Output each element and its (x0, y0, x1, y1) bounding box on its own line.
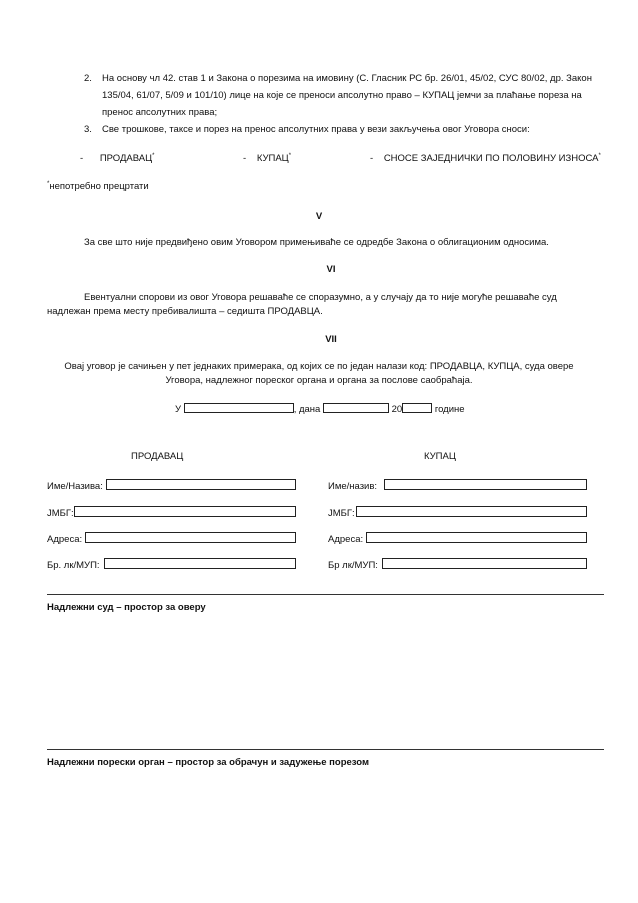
place-field[interactable] (184, 403, 294, 413)
section-7-heading: VII (325, 334, 337, 345)
date-label: , дана (293, 404, 321, 415)
option-dash: - (243, 153, 247, 165)
option-seller (80, 153, 154, 164)
list-number-2: 2. (84, 73, 92, 84)
option-star: * (288, 153, 292, 159)
item2-line3: пренос апсолутних права; (102, 107, 218, 118)
seller-name-label: Име/Назива: (47, 481, 103, 492)
section-6-line1: Евентуални спорови из овог Уговора решаваће се споразумно, а у случају да то није могуће решаваће суд (84, 292, 557, 303)
option-star: * (152, 153, 155, 159)
court-space[interactable] (47, 616, 604, 736)
list-number-3: 3. (84, 124, 92, 135)
option-seller-label: ПРОДАВАЦ (99, 153, 153, 165)
place-label: У (175, 404, 182, 415)
seller-jmbg-field[interactable] (74, 506, 296, 517)
section-6-heading: VI (326, 264, 336, 275)
option-shared-label: СНОСЕ ЗАЈЕДНИЧКИ ПО ПОЛОВИНУ ИЗНОСА (383, 153, 599, 165)
seller-name-field[interactable] (106, 479, 296, 490)
section-5-text: За све што није предвиђено овим Уговором примењиваће се одредбе Закона о облигационим односима. (84, 237, 549, 248)
court-divider (47, 594, 604, 595)
seller-id-field[interactable] (104, 558, 296, 569)
buyer-name-field[interactable] (384, 479, 587, 490)
section-5-heading: V (315, 211, 323, 222)
seller-title: ПРОДАВАЦ (131, 451, 184, 462)
option-dash: - (80, 153, 84, 165)
year-prefix: 20 (391, 404, 403, 415)
buyer-title: КУПАЦ (424, 451, 456, 462)
tax-divider (47, 749, 604, 750)
item3-text: Све трошкове, таксе и порез на пренос апсолутних права у вези закључења овог Уговора сноси: (102, 124, 530, 135)
seller-jmbg-label: ЈМБГ: (47, 508, 74, 519)
buyer-jmbg-field[interactable] (356, 506, 587, 517)
buyer-address-label: Адреса: (328, 534, 364, 545)
item2-line2: 135/04, 61/07, 5/09 и 101/10) лице на које се преноси апсолутно право – КУПАЦ јемчи за плаћање пореза на (102, 90, 582, 101)
buyer-id-field[interactable] (382, 558, 587, 569)
date-field[interactable] (323, 403, 389, 413)
seller-id-label: Бр. лк/МУП: (47, 560, 100, 571)
option-star: * (598, 153, 601, 159)
section-6-line2: надлежан према месту пребивалишта – седишта ПРОДАВЦА. (47, 306, 323, 317)
tax-label: Надлежни порески орган – простор за обрачун и задужење порезом (47, 757, 370, 768)
tax-space[interactable] (47, 771, 604, 891)
buyer-jmbg-label: ЈМБГ: (328, 508, 355, 519)
footnote-star: * (47, 181, 50, 187)
section-7-line2: Уговора, надлежног пореског органа и органа за послове саобраћаја. (165, 375, 473, 386)
option-buyer-label: КУПАЦ (256, 153, 289, 165)
seller-address-label: Адреса: (47, 534, 83, 545)
buyer-id-label: Бр лк/МУП: (328, 560, 378, 571)
seller-address-field[interactable] (85, 532, 296, 543)
year-field[interactable] (402, 403, 432, 413)
buyer-name-label: Име/назив: (328, 481, 378, 492)
option-dash: - (370, 153, 374, 165)
court-label: Надлежни суд – простор за оверу (47, 602, 206, 613)
option-buyer (243, 153, 291, 164)
year-suffix: године (434, 404, 465, 415)
footnote (47, 181, 149, 192)
buyer-address-field[interactable] (366, 532, 587, 543)
item2-line1: На основу чл 42. став 1 и Закона о порезима на имовину (С. Гласник РС бр. 26/01, 45/02, СУС 80/02, др. Закон (102, 73, 592, 84)
option-shared (370, 153, 601, 164)
footnote-text: непотребно прецртати (49, 181, 149, 193)
section-7-line1: Овај уговор је сачињен у пет једнаких примерака, од којих се по један налази код: ПРОДАВЦА, КУПЦА, суда овере (64, 361, 574, 372)
place-date-line (175, 403, 465, 415)
